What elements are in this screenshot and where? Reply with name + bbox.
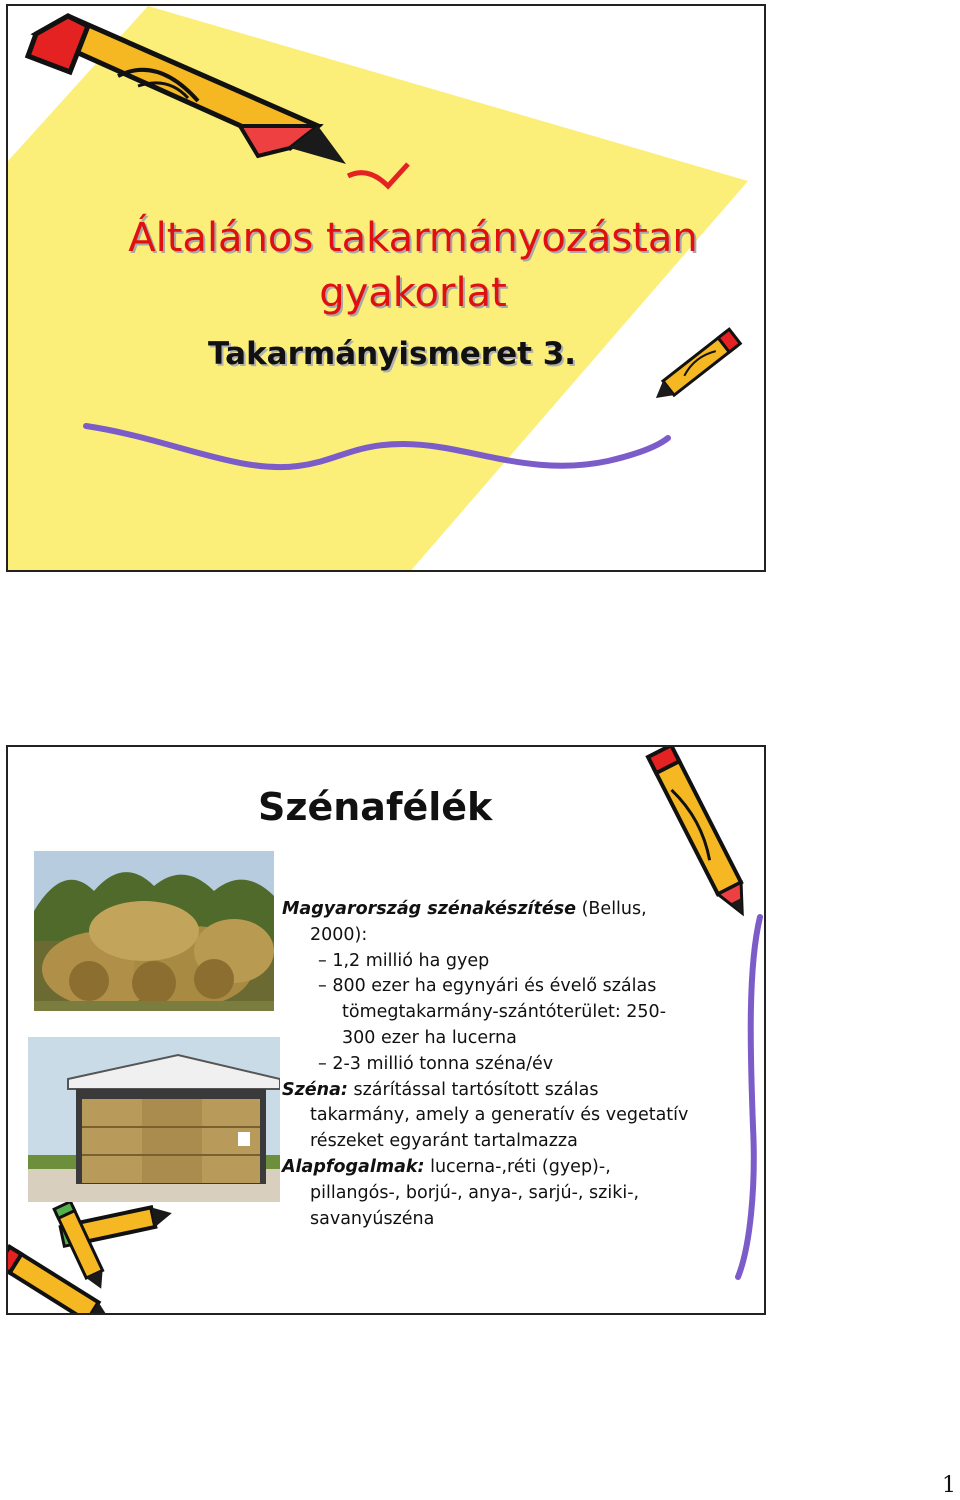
content-line: – 800 ezer ha egynyári és évelő szálas [318, 976, 657, 997]
pencil-icon [648, 747, 754, 919]
content-line: 2000): [310, 924, 368, 945]
slide-content [282, 897, 752, 1232]
content-line: tömegtakarmány-szántóterület: 250- [342, 1002, 667, 1023]
content-line: 300 ezer ha lucerna [342, 1027, 517, 1048]
content-line: savanyúszéna [310, 1208, 435, 1229]
hay-barn-photo [28, 1037, 280, 1202]
line-text: lucerna-,réti (gyep)-, [424, 1156, 611, 1177]
hay-bales-photo [34, 851, 274, 1011]
content-line [282, 1078, 752, 1104]
line-emphasis: Alapfogalmak: [282, 1156, 425, 1177]
content-line: pillangós-, borjú-, anya-, sarjú-, sziki-, [310, 1182, 640, 1203]
content-line: – 1,2 millió ha gyep [318, 950, 490, 971]
content-line: részeket egyaránt tartalmazza [310, 1131, 578, 1152]
content-line: takarmány, amely a generatív és vegetatív [310, 1105, 689, 1126]
slide-title-text: Általános takarmányozástan gyakorlat [128, 215, 698, 316]
content-line: – 2-3 millió tonna széna/év [318, 1053, 554, 1074]
content-line [282, 1155, 752, 1181]
slide-szenafelek [6, 745, 766, 1315]
slide-title [6, 4, 766, 572]
line-emphasis: Széna: [282, 1079, 348, 1100]
line-text: (Bellus, [576, 899, 647, 919]
small-pencil-icon [650, 329, 740, 405]
line-emphasis: Magyarország szénakészítése [282, 899, 577, 919]
line-text: szárítással tartósított szálas [347, 1079, 599, 1100]
slide-subtitle-text: Takarmányismeret 3. [208, 336, 577, 372]
content-line [282, 897, 752, 923]
page-number: 1 [942, 1473, 956, 1498]
slide-title-text: Szénafélék [258, 785, 493, 829]
